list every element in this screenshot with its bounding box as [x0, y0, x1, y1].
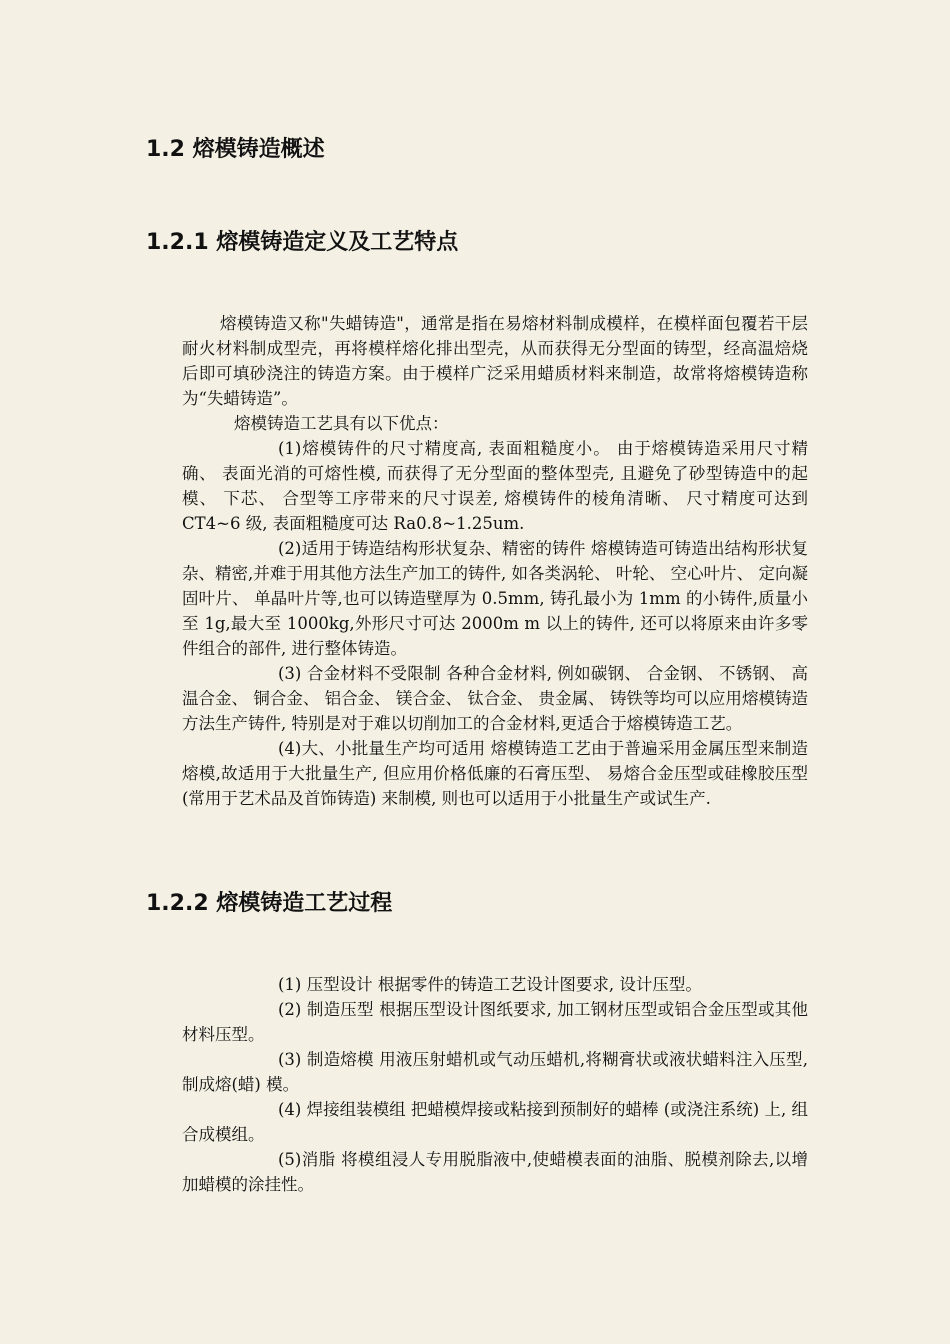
- advantage-paragraph-4: (4)大、小批量生产均可适用 熔模铸造工艺由于普遍采用金属压型来制造熔模,故适用于大批量生产, 但应用价格低廉的石膏压型、 易熔合金压型或硅橡胶压型 (常用于艺术品及首饰铸造) 来制模, 则也可以适用于小批量生产或试生产.: [182, 739, 808, 808]
- section-process-body: [182, 972, 808, 1197]
- process-step-4: (4) 焊接组装模组 把蜡模焊接或粘接到预制好的蜡棒 (或浇注系统) 上, 组合成模组。: [182, 1100, 808, 1144]
- advantage-paragraph-1: (1)熔模铸件的尺寸精度高, 表面粗糙度小。 由于熔模铸造采用尺寸精确、 表面光消的可熔性模, 而获得了无分型面的整体型壳, 且避免了砂型铸造中的起模、 下芯、 合型等工序带来的尺寸误差, 熔模铸件的棱角清晰、 尺寸精度可达到 CT4~6 级, 表面粗糙度可达 Ra0.8~1.25um.: [182, 439, 808, 533]
- advantages-intro: 熔模铸造工艺具有以下优点：: [234, 414, 449, 433]
- advantage-paragraph-3: (3) 合金材料不受限制 各种合金材料, 例如碳钢、 合金钢、 不锈钢、 高温合金、 铜合金、 铝合金、 镁合金、 钛合金、 贵金属、 铸铁等均可以应用熔模铸造方法生产铸件, 特别是对于难以切削加工的合金材料,更适合于熔模铸造工艺。: [182, 664, 808, 733]
- chapter-heading: 1.2 熔模铸造概述: [146, 137, 325, 162]
- section-heading-definition: 1.2.1 熔模铸造定义及工艺特点: [146, 230, 459, 255]
- advantage-paragraph-2: (2)适用于铸造结构形状复杂、精密的铸件 熔模铸造可铸造出结构形状复杂、精密,并难于用其他方法生产加工的铸件, 如各类涡轮、 叶轮、 空心叶片、 定向凝固叶片、 单晶叶片等,也可以铸造壁厚为 0.5mm, 铸孔最小为 1mm 的小铸件,质量小至 1g,最大至 1000kg,外形尺寸可达 2000m m 以上的铸件, 还可以将原来由许多零件组合的部件, 进行整体铸造。: [182, 539, 808, 658]
- process-step-5: (5)消脂 将模组浸人专用脱脂液中,使蜡模表面的油脂、脱模剂除去,以增加蜡模的涂挂性。: [182, 1150, 808, 1194]
- process-step-2: (2) 制造压型 根据压型设计图纸要求, 加工钢材压型或铝合金压型或其他材料压型。: [182, 1000, 808, 1044]
- definition-paragraph: 熔模铸造又称"失蜡铸造"，通常是指在易熔材料制成模样，在模样面包覆若干层耐火材料制成型壳，再将模样熔化排出型壳，从而获得无分型面的铸型，经高温焙烧后即可填砂浇注的铸造方案。由于模样广泛采用蜡质材料来制造，故常将熔模铸造称为“失蜡铸造”。: [182, 314, 808, 408]
- process-step-3: (3) 制造熔模 用液压射蜡机或气动压蜡机,将糊膏状或液状蜡料注入压型,制成熔(蜡) 模。: [182, 1050, 808, 1094]
- process-step-1: (1) 压型设计 根据零件的铸造工艺设计图要求, 设计压型。: [278, 975, 702, 994]
- section-definition-body: [182, 311, 808, 811]
- section-heading-process: 1.2.2 熔模铸造工艺过程: [146, 891, 393, 916]
